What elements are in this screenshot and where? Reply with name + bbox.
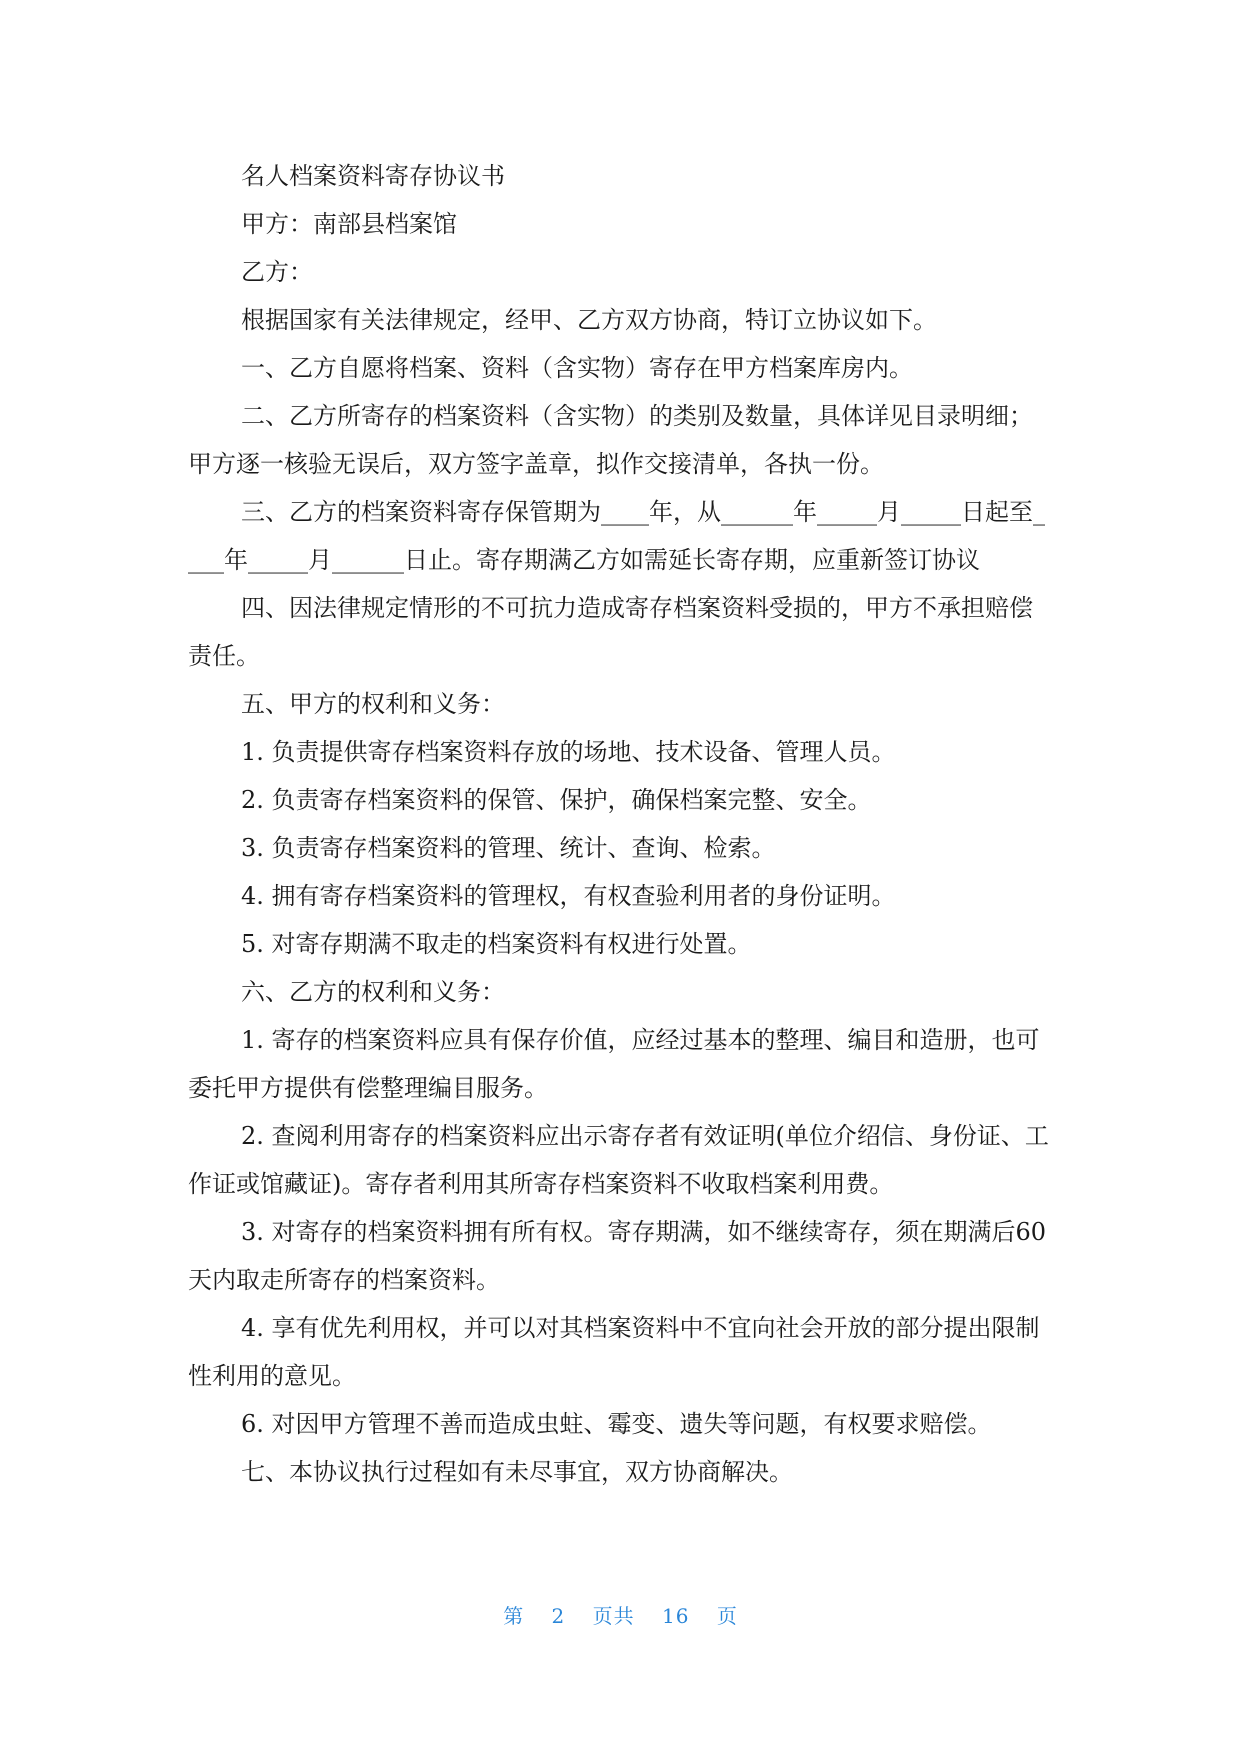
footer-middle: 页共 [592, 1604, 635, 1628]
document-body [188, 152, 1056, 1496]
clause-6-item-3: 3. 对寄存的档案资料拥有所有权。寄存期满，如不继续寄存，须在期满后60 天内取走所寄存的档案资料。 [188, 1218, 1047, 1294]
clause-4: 四、因法律规定情形的不可抗力造成寄存档案资料受损的，甲方不承担赔偿责任。 [188, 594, 1033, 670]
clause-7: 七、本协议执行过程如有未尽事宜，双方协商解决。 [241, 1458, 793, 1486]
clause-5-item-3: 3. 负责寄存档案资料的管理、统计、查询、检索。 [241, 834, 776, 862]
clause-5-item-2: 2. 负责寄存档案资料的保管、保护，确保档案完整、安全。 [241, 786, 872, 814]
footer-prefix: 第 [503, 1604, 525, 1628]
clause-1: 一、乙方自愿将档案、资料（含实物）寄存在甲方档案库房内。 [241, 354, 913, 382]
party-b-line: 乙方： [241, 258, 313, 286]
clause-3: 三、乙方的档案资料寄存保管期为____年，从______年_____月_____日起至____年_____月______日止。寄存期满乙方如需延长寄存期，应重新签订协议 [188, 498, 1045, 574]
page-footer [0, 1600, 1241, 1629]
clause-6-item-2: 2. 查阅利用寄存的档案资料应出示寄存者有效证明(单位介绍信、身份证、工作证或馆藏证)。寄存者利用其所寄存档案资料不收取档案利用费。 [188, 1122, 1049, 1198]
clause-6-heading: 六、乙方的权利和义务： [241, 978, 505, 1006]
preamble: 根据国家有关法律规定，经甲、乙方双方协商，特订立协议如下。 [241, 306, 937, 334]
footer-total-pages: 16 [662, 1604, 690, 1628]
footer-current-page: 2 [551, 1604, 566, 1628]
party-a-line: 甲方：南部县档案馆 [241, 210, 457, 238]
clause-6-item-4: 4. 享有优先利用权，并可以对其档案资料中不宜向社会开放的部分提出限制性利用的意见。 [188, 1314, 1040, 1390]
clause-5-item-5: 5. 对寄存期满不取走的档案资料有权进行处置。 [241, 930, 752, 958]
clause-5-item-1: 1. 负责提供寄存档案资料存放的场地、技术设备、管理人员。 [241, 738, 896, 766]
document-title: 名人档案资料寄存协议书 [241, 162, 505, 190]
clause-5-heading: 五、甲方的权利和义务： [241, 690, 505, 718]
footer-suffix: 页 [716, 1604, 738, 1628]
clause-2: 二、乙方所寄存的档案资料（含实物）的类别及数量，具体详见目录明细；甲方逐一核验无误后，双方签字盖章，拟作交接清单，各执一份。 [188, 402, 1033, 478]
clause-5-item-4: 4. 拥有寄存档案资料的管理权，有权查验利用者的身份证明。 [241, 882, 896, 910]
clause-6-item-1: 1. 寄存的档案资料应具有保存价值，应经过基本的整理、编目和造册，也可委托甲方提供有偿整理编目服务。 [188, 1026, 1040, 1102]
clause-6-item-6: 6. 对因甲方管理不善而造成虫蛀、霉变、遗失等问题，有权要求赔偿。 [241, 1410, 992, 1438]
